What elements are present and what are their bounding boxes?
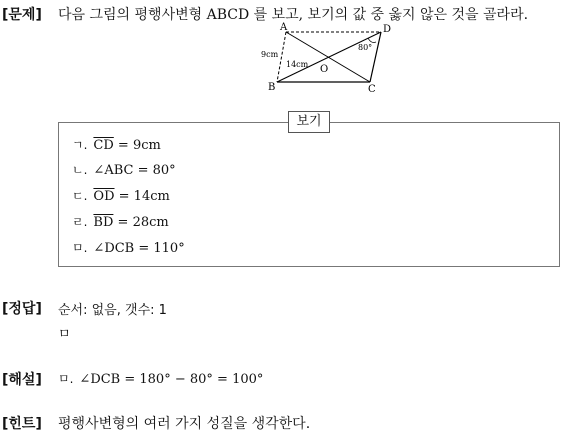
parallelogram-figure — [250, 20, 400, 96]
hint-text: 평행사변형의 여러 가지 성질을 생각한다. — [58, 416, 311, 432]
vertex-b-label: B — [268, 82, 276, 93]
choice-item: ㄷ. $\overline{OD} = 14cm$ — [72, 189, 170, 204]
choice-item: ㄱ. $\overline{CD} = 9cm$ — [72, 138, 161, 153]
choice-marker: ㅁ. — [72, 241, 88, 255]
answer-label: [정답] — [2, 301, 42, 317]
vertex-a-label: A — [280, 22, 288, 33]
choices-box-title: 보기 — [288, 111, 330, 133]
angle-label: 80° — [358, 43, 373, 52]
choice-marker: ㄷ. — [72, 189, 88, 203]
segment-label: $\overline{CD}$ — [93, 138, 114, 153]
side-length-label: 9cm — [261, 50, 279, 59]
choice-item: ㅁ. ∠DCB = 110° — [72, 241, 185, 256]
segment-label: $\overline{OD}$ — [93, 189, 115, 204]
choice-marker: ㄹ. — [72, 215, 88, 229]
question-label: [문제] — [2, 7, 42, 23]
choice-marker: ㄴ. — [72, 163, 88, 177]
center-o-label: O — [320, 64, 329, 75]
segment-label: $\overline{BD}$ — [93, 215, 114, 230]
angle-arc — [368, 38, 376, 43]
side-ab — [277, 32, 286, 82]
explanation-text: ㅁ. ∠DCB = 180° − 80° = 100° — [58, 372, 264, 387]
choice-item: ㄴ. ∠ABC = 80° — [72, 163, 176, 178]
answer-value: ㅁ — [58, 327, 71, 342]
explanation-marker: ㅁ. — [58, 372, 74, 386]
hint-label: [힌트] — [2, 416, 42, 432]
question-text: 다음 그림의 평행사변형 ABCD 를 보고, 보기의 값 중 옳지 않은 것을 골라라. — [58, 7, 529, 23]
diagonal-length-label: 14cm — [286, 60, 309, 69]
vertex-c-label: C — [368, 84, 376, 95]
answer-summary: 순서: 없음, 갯수: 1 — [58, 303, 167, 318]
vertex-d-label: D — [383, 24, 392, 35]
choice-marker: ㄱ. — [72, 138, 88, 152]
explanation-label: [해설] — [2, 372, 42, 388]
side-cd — [370, 32, 381, 82]
choice-item: ㄹ. $\overline{BD} = 28cm$ — [72, 215, 169, 230]
diagonal-bd — [277, 32, 381, 82]
